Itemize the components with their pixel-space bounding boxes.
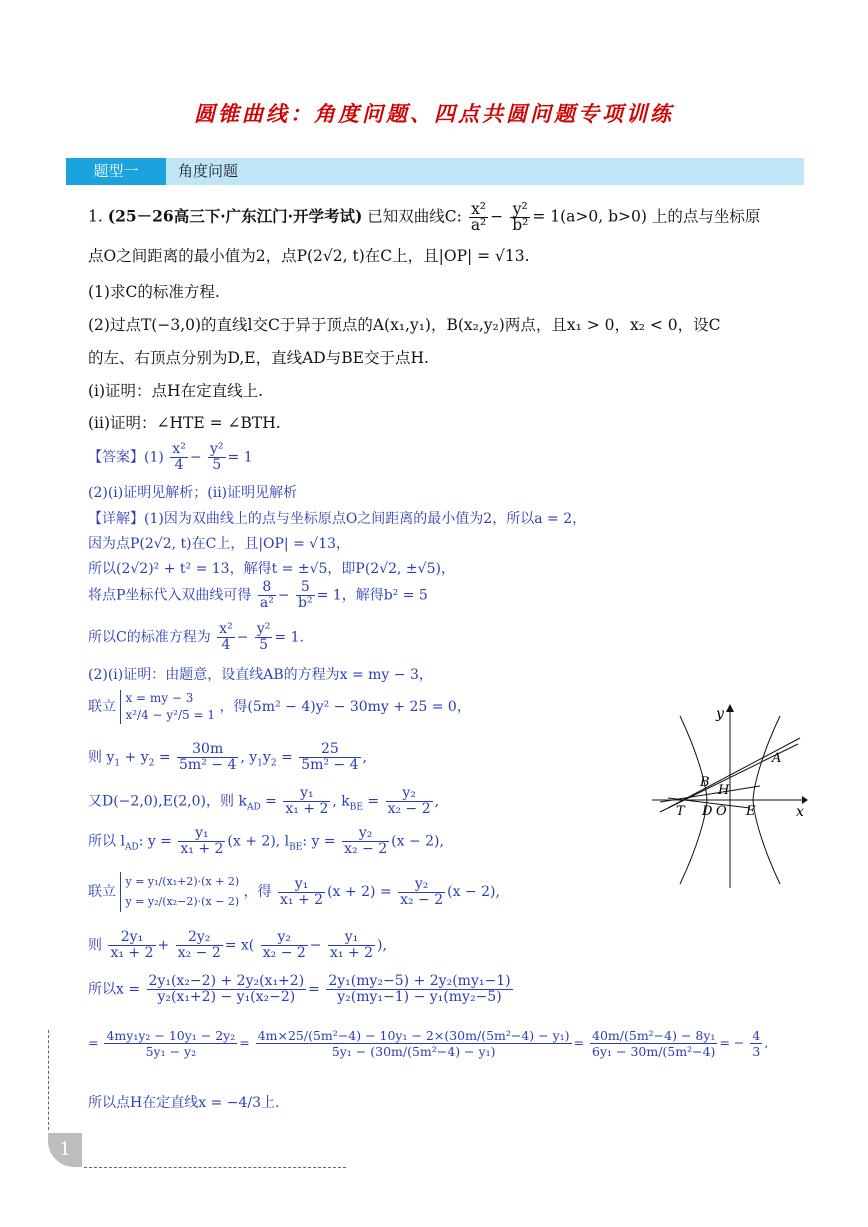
label-A: A (772, 751, 782, 766)
answer-line-4: 因为点P(2√2, t)在C上，且|OP| = √13， (88, 536, 351, 552)
answer-line-6: 将点P坐标代入双曲线可得 $\frac{8}{\text{a²}}$ − $\frac{5}{\text{b²}}$ = 1，解得b² = 5 (88, 579, 428, 611)
answer-line-16: = $\frac{\text{4my₁y₂ − 10y₁ − 2y₂}}{\text{5y₁ − y₂}}$ = $\frac{\text{4m×25/(5m²−4) − 10y₁ − 2×(30m/(5m²−4) − y₁)}}{\text{5y₁ − (30m/(5m²−4) − y₁)}}$ = $\frac{\text{40m/(5m²−4) − 8y₁}}{\text{6y₁ − 30m/(5m²−4)}}$ = − $\frac{4}{3}$ , (88, 1028, 769, 1059)
margin-dashed-line (48, 1030, 49, 1130)
question-line-6: (ⅰ)证明：点H在定直线上. (88, 382, 263, 400)
question-line-2: 点O之间距离的最小值为2，点P(2√2, t)在C上，且|OP| = √13. (88, 247, 530, 265)
label-y: y (716, 706, 724, 722)
answer-line-5: 所以(2√2)² + t² = 13，解得t = ±√5，即P(2√2, ±√5)， (88, 561, 455, 577)
answer-line-2: (2)(ⅰ)证明见解析；(ⅱ)证明见解析 (88, 485, 298, 501)
answer-line-13: 联立 y = y₁/(x₁+2)·(x + 2) y = y₂/(x₂−2)·(x − 2) ，得 $\frac{\text{y₁}}{\text{x₁ + 2}}$ (x + 2) = $\frac{\text{y₂}}{\text{x₂ − 2}}$ (x − 2), (88, 872, 500, 912)
section-bar (66, 158, 804, 185)
answer-line-15: 所以x = $\frac{\text{2y₁(x₂−2) + 2y₂(x₁+2)}}{\text{y₂(x₁+2) − y₁(x₂−2)}}$ = $\frac{\text{2y₁(my₂−5) + 2y₂(my₁−1)}}{\text{y₂(my₁−1) − y₁(my₂−5)}}$ (88, 973, 511, 1005)
answer-line-17: 所以点H在定直线x = −4/3上. (88, 1095, 280, 1111)
answer-line-9: 联立 x = my − 3 x²/4 − y²/5 = 1 ，得(5m² − 4)y² − 30my + 25 = 0， (88, 691, 471, 722)
answer-line-3: 【详解】(1)因为双曲线上的点与坐标原点O之间距离的最小值为2，所以a = 2， (88, 511, 587, 527)
page-number: 1 (48, 1133, 82, 1167)
question-text: 已知双曲线C: (367, 207, 462, 226)
page-title: 圆锥曲线：角度问题、四点共圆问题专项训练 (194, 101, 674, 126)
answer-line-1: 【答案】(1) $\frac{\text{x²}}{4}$ − $\frac{\text{y²}}{5}$ = 1 (88, 441, 253, 473)
answer-line-14: 则 $\frac{\text{2y₁}}{\text{x₁ + 2}}$ + $\frac{\text{2y₂}}{\text{x₂ − 2}}$ = x( $\frac{\text{y₂}}{\text{x₂ − 2}}$ − $\frac{\text{y₁}}{\text{x₁ + 2}}$ ), (88, 929, 387, 961)
answer-line-11: 又D(−2,0),E(2,0)，则 $k_{AD}$ = $\frac{\text{y₁}}{\text{x₁ + 2}}$ , $k_{BE}$ = $\frac{\text{y₂}}{\text{x₂ − 2}}$ , (88, 785, 440, 817)
label-B: B (700, 775, 710, 790)
label-D: D (702, 804, 713, 819)
question-line-7: (ⅱ)证明：∠HTE = ∠BTH. (88, 414, 281, 432)
label-x: x (796, 804, 804, 820)
label-T: T (676, 804, 685, 819)
answer-line-8: (2)(ⅰ)证明：由题意，设直线AB的方程为x = my − 3， (88, 667, 433, 683)
answer-line-10: 则 $y_1 + y_2$ = $\frac{30m}{\text{5m² − 4}}$ , $y_1y_2$ = $\frac{25}{\text{5m² − 4}}$ , (88, 741, 367, 773)
label-E: E (746, 804, 756, 819)
label-O: O (716, 804, 727, 819)
fraction: $\frac{\text{x²}}{\text{a²}}$ (470, 200, 487, 234)
footer-dashed-line (84, 1167, 346, 1168)
fraction: $\frac{\text{y²}}{\text{b²}}$ (512, 200, 529, 234)
label-H: H (718, 783, 730, 798)
question-number: 1. (88, 207, 103, 226)
question-line-3: (1)求C的标准方程. (88, 283, 220, 301)
question-line-5: 的左、右顶点分别为D,E，直线AD与BE交于点H. (88, 349, 429, 367)
question-line-4: (2)过点T(−3,0)的直线l交C于异于顶点的A(x₁,y₁)，B(x₂,y₂)两点，且x₁ > 0，x₂ < 0，设C (88, 316, 721, 334)
hyperbola-figure (650, 700, 810, 890)
answer-line-7: 所以C的标准方程为 $\frac{\text{x²}}{4}$ − $\frac{\text{y²}}{5}$ = 1. (88, 621, 304, 653)
question-source: (25－26高三下·广东江门·开学考试) (107, 206, 363, 226)
section-tab: 题型一 (66, 158, 166, 185)
answer-line-12: 所以 $l_{AD}$: y = $\frac{\text{y₁}}{\text{x₁ + 2}}$ (x + 2), $l_{BE}$: y = $\frac{\text{y₂}}{\text{x₂ − 2}}$ (x − 2), (88, 825, 444, 857)
section-name: 角度问题 (178, 162, 239, 180)
question-line-1: 1. (25－26高三下·广东江门·开学考试) 已知双曲线C: $\frac{\text{x²}}{\text{a²}}$ − $\frac{\text{y²}}{\text{b²}}$ = 1(a>0, b>0) 上的点与坐标原 (88, 200, 761, 234)
